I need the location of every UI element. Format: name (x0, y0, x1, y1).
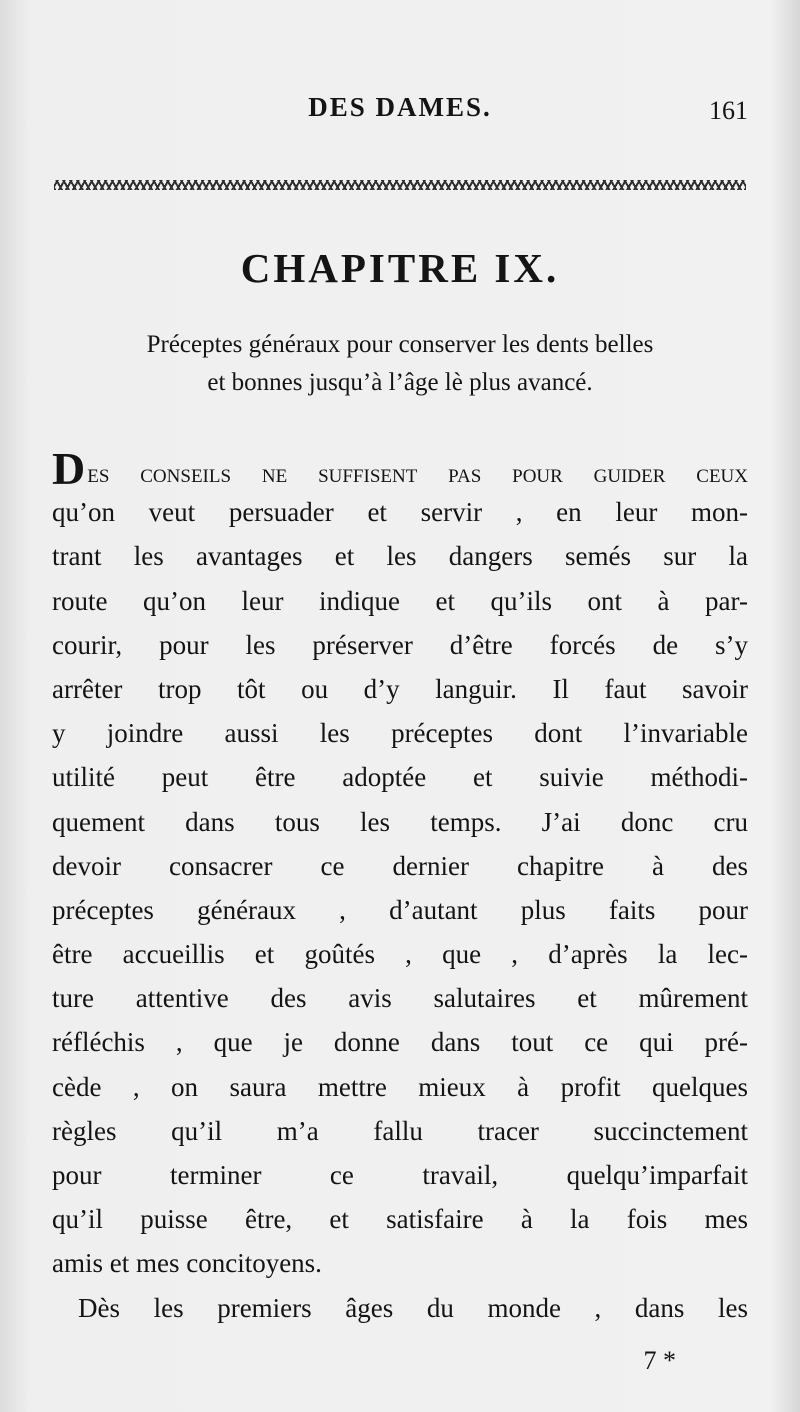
page-number: 161 (709, 96, 748, 125)
drop-cap: D (52, 443, 86, 494)
subtitle-line: et bonnes jusqu’à l’âge lè plus avancé. (207, 369, 593, 396)
text-line: amis et mes concitoyens. (52, 1248, 322, 1279)
paragraph-1 (52, 443, 748, 1286)
chapter-title: CHAPITRE IX. (240, 245, 560, 291)
text-line: devoir consacrer ce dernier chapitre à des (52, 850, 748, 881)
text-line: quement dans tous les temps. J’ai donc cru (52, 806, 748, 837)
text-line: pour terminer ce travail, quelqu’imparfait (52, 1160, 748, 1190)
text-line: Dès les premiers âges du monde , dans les (78, 1292, 748, 1323)
text-line: trant les avantages et les dangers semés sur la (52, 541, 748, 572)
first-line-text: es conseils ne suffisent pas pour guider ceux (87, 458, 748, 488)
page-header (52, 92, 748, 132)
text-line: courir, pour les préserver d’être forcés de s’y (52, 629, 748, 660)
running-title: DES DAMES. (308, 92, 492, 122)
text-line (52, 443, 748, 494)
text-line: qu’il puisse être, et satisfaire à la fois mes (52, 1204, 748, 1235)
text-line: préceptes généraux , d’autant plus faits pour (52, 894, 748, 925)
text-line: ture attentive des avis salutaires et mûrement (52, 983, 748, 1014)
text-line: cède , on saura mettre mieux à profit quelques (52, 1071, 748, 1102)
text-line: y joindre aussi les préceptes dont l’invariable (52, 718, 748, 749)
text-line: qu’on veut persuader et servir , en leur mon- (52, 497, 748, 528)
text-line: règles qu’il m’a fallu tracer succinctement (52, 1115, 748, 1146)
text-line: utilité peut être adoptée et suivie méthodi- (52, 762, 748, 793)
paragraph-2 (52, 1286, 748, 1330)
text-line: réfléchis , que je donne dans tout ce qui pré- (52, 1027, 748, 1058)
chapter-subtitle (52, 326, 748, 402)
subtitle-line: Préceptes généraux pour conserver les dents belles (146, 331, 654, 358)
text-line: être accueillis et goûtés , que , d’après la lec- (52, 939, 748, 970)
text-line: route qu’on leur indique et qu’ils ont à par- (52, 585, 748, 616)
text-line: arrêter trop tôt ou d’y languir. Il faut savoir (52, 673, 748, 704)
signature-mark: 7 * (643, 1346, 676, 1375)
body-text (52, 443, 748, 1330)
decorative-rule (54, 180, 746, 190)
